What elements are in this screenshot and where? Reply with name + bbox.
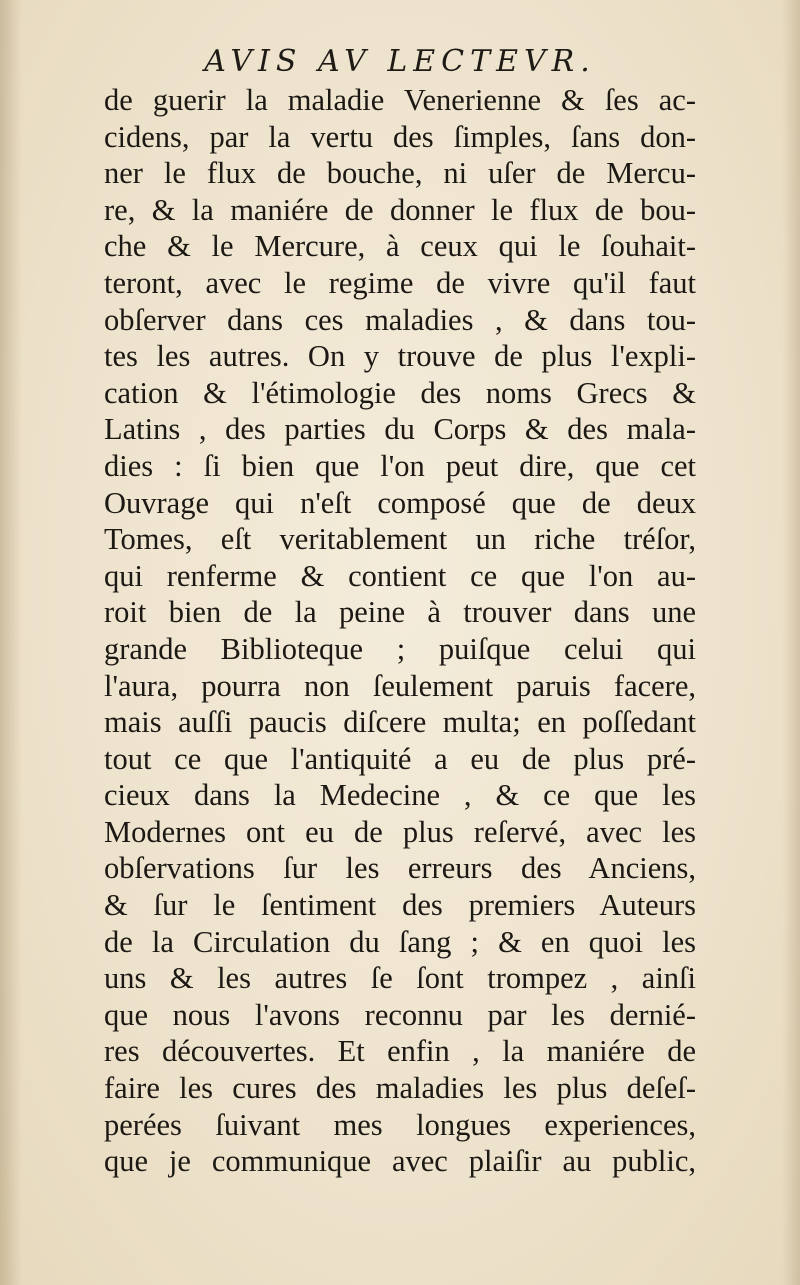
text-line: obſerver dans ces maladies , & dans tou- [104,302,696,337]
text-line: Ouvrage qui n'eſt composé que de deux [104,485,696,520]
text-line: Modernes ont eu de plus reſervé, avec les [104,814,696,849]
text-line: dies : ſi bien que l'on peut dire, que cet [104,448,696,483]
text-line: qui renferme & contient ce que l'on au- [104,558,696,593]
text-line: cation & l'étimologie des noms Grecs & [104,375,696,410]
text-line: grande Biblioteque ; puiſque celui qui [104,631,696,666]
text-line: & ſur le ſentiment des premiers Auteurs [104,888,696,923]
text-line: faire les cures des maladies les plus deſeſ- [104,1071,696,1106]
text-line: perées ſuivant mes longues experiences, [104,1107,696,1142]
text-line: res découvertes. Et enfin , la maniére de [104,1034,696,1069]
text-line: uns & les autres ſe ſont trompez , ainſi [104,961,696,996]
text-line: que nous l'avons reconnu par les dernié- [104,997,696,1032]
text-line: roit bien de la peine à trouver dans une [104,595,696,630]
body-text [104,82,696,1180]
text-line: Latins , des parties du Corps & des mala- [104,412,696,447]
text-line: Tomes, eſt veritablement un riche tréſor, [104,522,696,557]
text-line: de la Circulation du ſang ; & en quoi les [104,924,696,959]
text-line: che & le Mercure, à ceux qui le ſouhait- [104,229,696,264]
text-line: ner le flux de bouche, ni uſer de Mercu- [104,156,696,191]
running-head: AVIS AV LECTEVR. [204,44,596,79]
text-line: l'aura, pourra non ſeulement paruis facere, [104,668,696,703]
text-line: re, & la maniére de donner le flux de bou- [104,192,696,227]
text-line: cieux dans la Medecine , & ce que les [104,778,696,813]
text-line: mais auſſi paucis diſcere multa; en poſſedant [104,705,696,740]
text-line: que je communique avec plaiſir au public, [104,1144,696,1179]
text-line: teront, avec le regime de vivre qu'il faut [104,265,696,300]
text-line: tes les autres. On y trouve de plus l'expli- [104,339,696,374]
text-line: obſervations ſur les erreurs des Anciens, [104,851,696,886]
text-line: cidens, par la vertu des ſimples, ſans don- [104,119,696,154]
text-line: tout ce que l'antiquité a eu de plus pré- [104,741,696,776]
text-line: de guerir la maladie Venerienne & ſes ac- [104,83,696,117]
